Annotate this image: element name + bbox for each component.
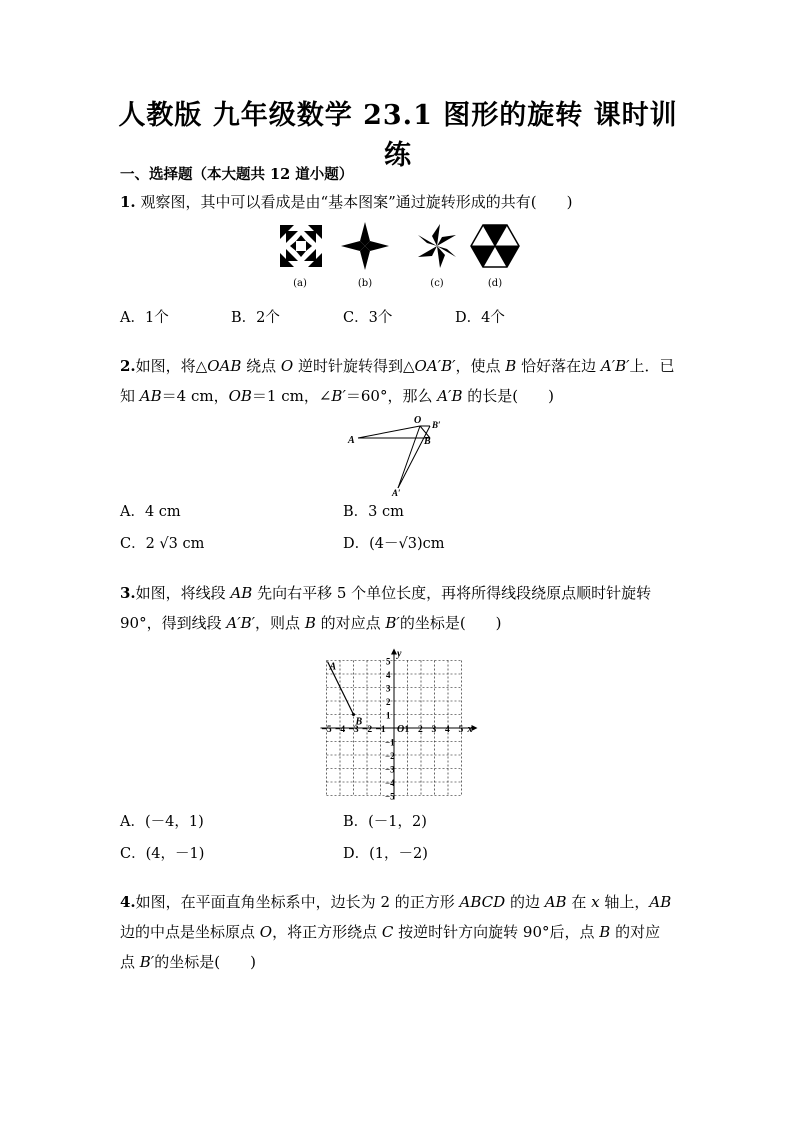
y-tick-label: 5 <box>386 656 391 667</box>
y-tick-label: 4 <box>386 670 391 680</box>
q3-text: 先向右平移 5 个单位长度，再将所得线段绕原点顺时针旋转 <box>252 584 652 602</box>
x-tick-label: 4 <box>445 725 450 735</box>
question-3 <box>120 578 680 638</box>
y-tick-label: −3 <box>385 764 395 775</box>
origin-label: O <box>397 724 405 735</box>
q4-math: ABCD <box>459 893 506 911</box>
x-tick-label: −3 <box>348 725 359 735</box>
q4-math: AB <box>649 893 672 911</box>
q3-math: B′ <box>385 614 400 632</box>
point-b-label: B <box>355 716 363 728</box>
q2-text: 恰好落在边 <box>516 357 601 375</box>
x-tick-label: −5 <box>321 725 332 735</box>
q2-text: ＝60°，那么 <box>345 387 438 405</box>
question-1 <box>120 187 680 217</box>
section-heading: 一、选择题（本大题共 12 道小题） <box>120 166 354 183</box>
q3-text: 90°，得到线段 <box>120 614 227 632</box>
q2-math: OAB <box>207 357 242 375</box>
figure-label-a: (a) <box>293 278 307 289</box>
y-tick-label: 1 <box>386 710 391 721</box>
q4-text: 的坐标是( ) <box>154 953 256 971</box>
figure-label-c: (c) <box>430 278 444 289</box>
q2-option-a: A．4 cm <box>120 504 181 520</box>
point-label-a-prime: A′ <box>392 488 401 498</box>
figure-d-hexagon <box>471 225 519 267</box>
question-number: 2. <box>120 357 136 375</box>
q4-text: 按逆时针方向旋转 90°后，点 <box>393 923 600 941</box>
y-tick-label: −5 <box>385 791 395 802</box>
q2-text: 绕点 <box>241 357 281 375</box>
q1-option-c: C．3个 <box>343 310 393 326</box>
x-tick-label: 3 <box>431 725 437 735</box>
x-tick-label: −1 <box>375 725 386 735</box>
q2-math: O <box>280 357 294 375</box>
q3-math: B <box>304 614 316 632</box>
title-line-2: 练 <box>384 140 412 171</box>
question-2 <box>120 351 680 411</box>
x-tick-label: 1 <box>404 725 410 735</box>
y-tick-label: −1 <box>385 737 395 748</box>
q2-text: 逆时针旋转得到△ <box>293 357 415 375</box>
point-label-a: A <box>348 435 355 446</box>
q2-option-b: B．3 cm <box>343 504 404 520</box>
q3-math: AB <box>230 584 253 602</box>
q2-text: ＝1 cm，∠ <box>251 387 332 405</box>
q3-option-d: D．(1，－2) <box>343 846 428 862</box>
y-tick-label: −2 <box>385 751 395 761</box>
y-tick-label: 2 <box>386 697 391 707</box>
x-tick-label: 5 <box>458 725 464 735</box>
q3-option-a: A．(－4，1) <box>120 814 204 830</box>
point-label-b-prime: B′ <box>432 420 441 430</box>
question-number: 1. <box>120 193 136 211</box>
q1-option-d: D．4个 <box>455 310 505 326</box>
q1-figure <box>270 220 520 280</box>
q3-text: 如图，将线段 <box>135 584 231 602</box>
q2-math: AB <box>139 387 162 405</box>
question-number: 4. <box>120 893 136 911</box>
q3-text: 的对应点 <box>315 614 386 632</box>
point-a-label: A <box>329 661 337 673</box>
q4-text: 在 <box>566 893 592 911</box>
q4-math: C <box>381 923 394 941</box>
q2-text: 如图，将△ <box>135 357 208 375</box>
q2-math: B <box>505 357 517 375</box>
q4-text: 的对应 <box>610 923 661 941</box>
q2-math: OA′B′ <box>414 357 456 375</box>
q4-text: 轴上， <box>599 893 650 911</box>
q2-text: 的长是( ) <box>462 387 554 405</box>
y-tick-label: 3 <box>386 683 391 694</box>
y-axis-label: y <box>397 648 402 660</box>
point-label-b: B <box>424 436 431 447</box>
figure-a-pattern <box>280 225 322 267</box>
y-tick-label: −4 <box>385 778 395 788</box>
q1-option-a: A．1个 <box>120 310 169 326</box>
q4-math: x <box>591 893 600 911</box>
q3-text: 的坐标是( ) <box>399 614 502 632</box>
q3-text: ，则点 <box>255 614 305 632</box>
figure-b-star <box>341 222 389 270</box>
q4-math: AB <box>544 893 567 911</box>
q2-figure <box>344 412 444 498</box>
q2-math: A′B <box>437 387 463 405</box>
q2-option-d: D．(4－√3)cm <box>343 536 445 552</box>
x-tick-label: −2 <box>362 725 373 735</box>
q2-text: ，使点 <box>455 357 506 375</box>
question-number: 3. <box>120 584 136 602</box>
q2-math: B′ <box>331 387 346 405</box>
q4-text: 的边 <box>505 893 545 911</box>
q4-math: B <box>599 923 611 941</box>
q2-option-c: C．2 √3 cm <box>120 536 205 552</box>
q4-text: 点 <box>120 953 140 971</box>
q1-option-b: B．2个 <box>231 310 280 326</box>
q3-option-c: C．(4，－1) <box>120 846 205 862</box>
q4-text: 如图，在平面直角坐标系中，边长为 2 的正方形 <box>135 893 460 911</box>
q2-math: OB <box>228 387 252 405</box>
q2-text: 知 <box>120 387 140 405</box>
q2-text: ＝4 cm， <box>161 387 229 405</box>
q4-math: B′ <box>139 953 155 971</box>
figure-c-pinwheel <box>418 224 456 268</box>
x-tick-label: 2 <box>418 725 423 735</box>
q4-text: ，将正方形绕点 <box>272 923 382 941</box>
figure-label-d: (d) <box>487 278 503 289</box>
q2-text: 上．已 <box>629 357 675 375</box>
q3-option-b: B．(－1，2) <box>343 814 427 830</box>
q3-math: A′B′ <box>226 614 256 632</box>
figure-label-b: (b) <box>357 278 373 289</box>
q4-text: 边的中点是坐标原点 <box>120 923 260 941</box>
q3-coordinate-grid <box>310 642 485 802</box>
question-text: 观察图，其中可以看成是由“基本图案”通过旋转形成的共有( ) <box>140 193 573 211</box>
q2-math: A′B′ <box>600 357 630 375</box>
x-axis-label: x <box>467 724 473 735</box>
x-tick-label: −4 <box>335 725 346 735</box>
title-line-1: 人教版 九年级数学 23.1 图形的旋转 课时训 <box>118 100 678 131</box>
point-label-o: O <box>414 415 422 426</box>
q4-math: O <box>259 923 273 941</box>
question-4 <box>120 887 680 977</box>
